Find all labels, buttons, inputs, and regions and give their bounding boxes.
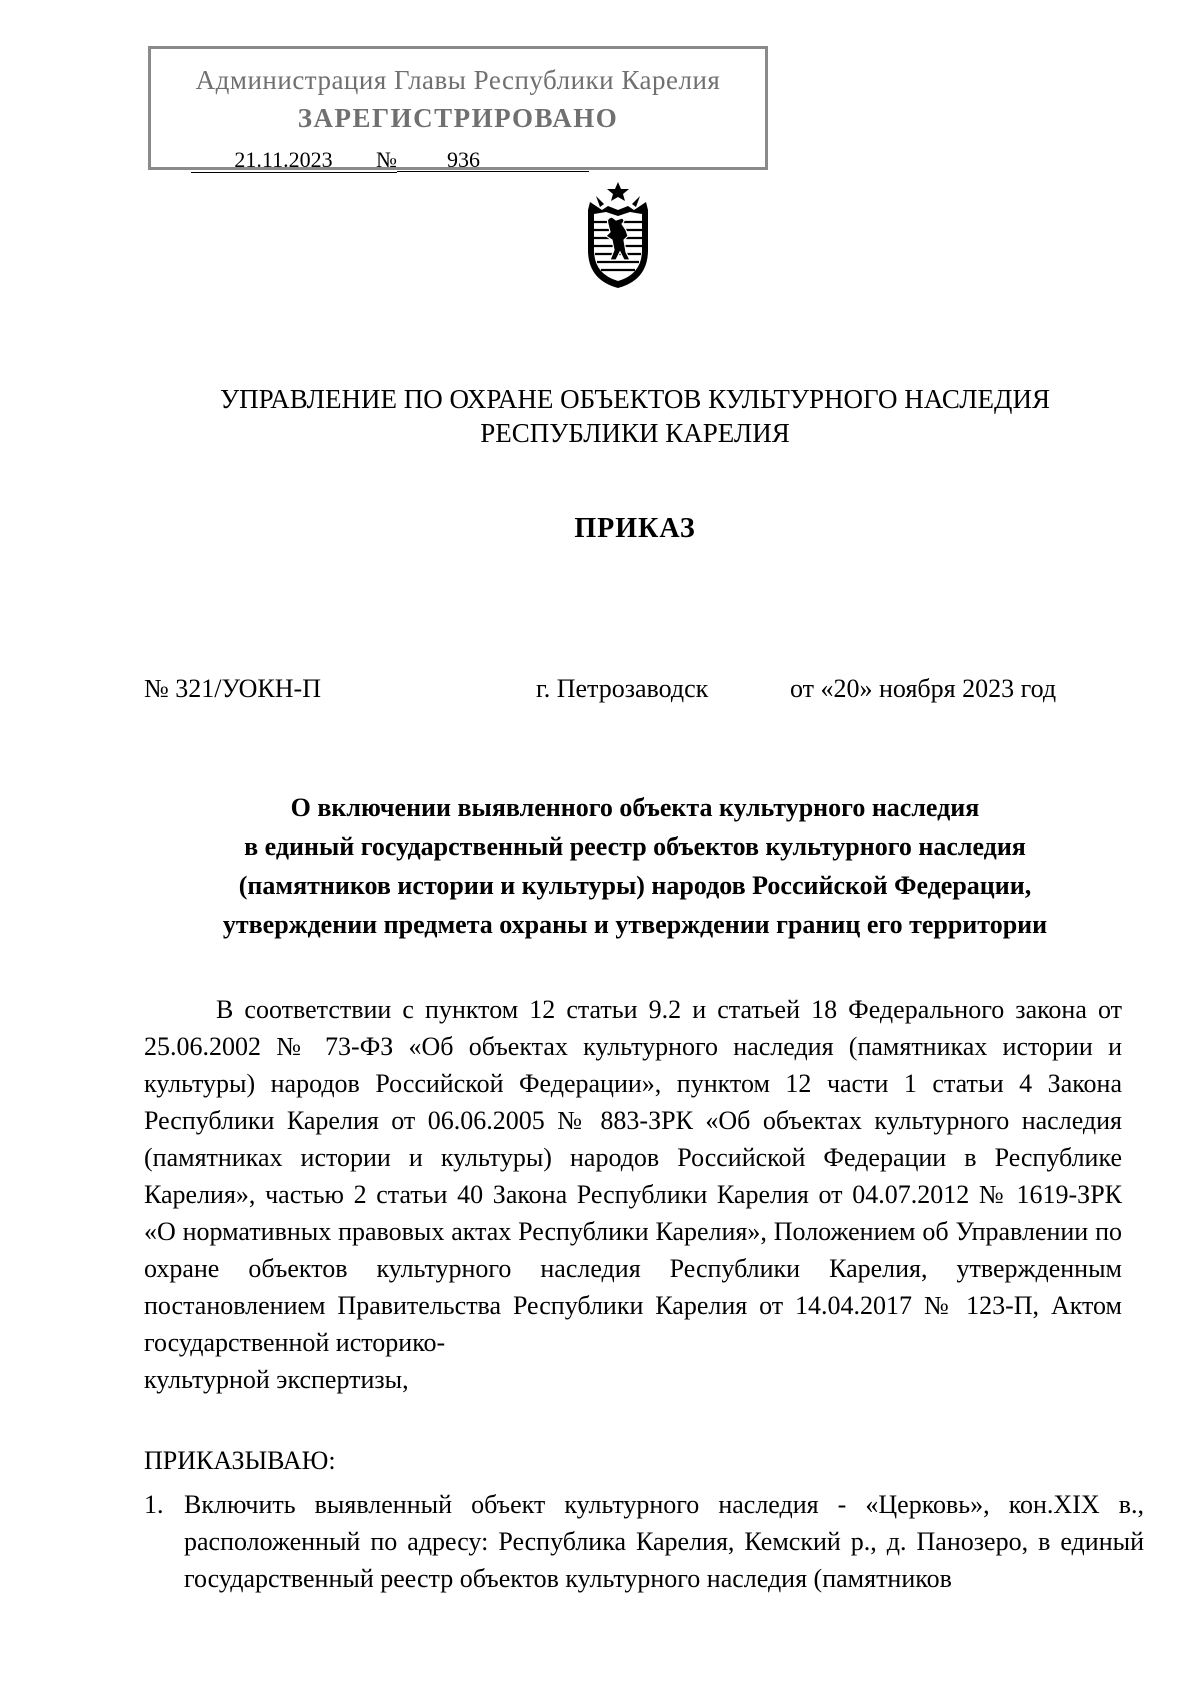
stamp-status: ЗАРЕГИСТРИРОВАНО	[297, 103, 619, 133]
coat-of-arms-emblem	[582, 180, 654, 290]
stamp-number: 936	[397, 148, 589, 172]
preamble-paragraph	[144, 991, 1122, 1398]
subject-line-3: (памятников истории и культуры) народов Российской Федерации,	[238, 871, 1032, 900]
list-item-number: 1.	[144, 1490, 164, 1519]
stamp-number-label: №	[376, 147, 397, 172]
registration-stamp	[148, 46, 768, 170]
preamble-text: В соответствии с пунктом 12 статьи 9.2 и статьей 18 Федерального закона от 25.06.2002 № 73-ФЗ «Об объектах культурного наследия (памятниках истории и культуры) народов Российской Федерации», пунктом 12 части 1 статьи 4 Закона Республики Карелия от 06.06.2005 № 883-ЗРК «Об объектах культурного наследия (памятниках истории и культуры) народов Российской Федерации в Республике Карелия», частью 2 статьи 40 Закона Республики Карелия от 04.07.2012 № 1619-ЗРК «О нормативных правовых актах Республики Карелия», Положением об Управлении по охране объектов культурного наследия Республики Карелия, утвержденным постановлением Правительства Республики Карелия от 14.04.2017 № 123-П, Актом государственной историко-	[144, 995, 1122, 1357]
list-item-text: Включить выявленный объект культурного наследия - «Церковь», кон.XIX в., расположенный по адресу: Республика Карелия, Кемский р., д. Панозеро, в единый государственный реестр объектов культурного наследия (памятников	[184, 1490, 1144, 1593]
stamp-date: 21.11.2023	[191, 148, 376, 173]
list-item	[144, 1486, 1144, 1597]
agency-line-2: РЕСПУБЛИКИ КАРЕЛИЯ	[480, 418, 790, 448]
order-date: от «20» ноября 2023 год	[790, 674, 1057, 703]
agency-line-1: УПРАВЛЕНИЕ ПО ОХРАНЕ ОБЪЕКТОВ КУЛЬТУРНОГО НАСЛЕДИЯ	[220, 384, 1050, 414]
subject-line-1: О включении выявленного объекта культурного наследия	[290, 793, 980, 822]
subject-line-2: в единый государственный реестр объектов культурного наследия	[244, 832, 1026, 861]
order-city: г. Петрозаводск	[536, 674, 709, 703]
stamp-registration-line	[191, 147, 589, 173]
stamp-organization: Администрация Главы Республики Карелия	[195, 65, 721, 95]
subject-line-4: утверждении предмета охраны и утверждении границ его территории	[222, 910, 1048, 939]
order-subject	[0, 788, 1200, 944]
preamble-last-line: культурной экспертизы,	[144, 1365, 409, 1394]
agency-name	[0, 382, 1200, 450]
document-type-title: ПРИКАЗ	[574, 513, 696, 544]
order-number: № 321/УОКН-П	[144, 674, 321, 703]
decree-word: ПРИКАЗЫВАЮ:	[144, 1446, 336, 1475]
